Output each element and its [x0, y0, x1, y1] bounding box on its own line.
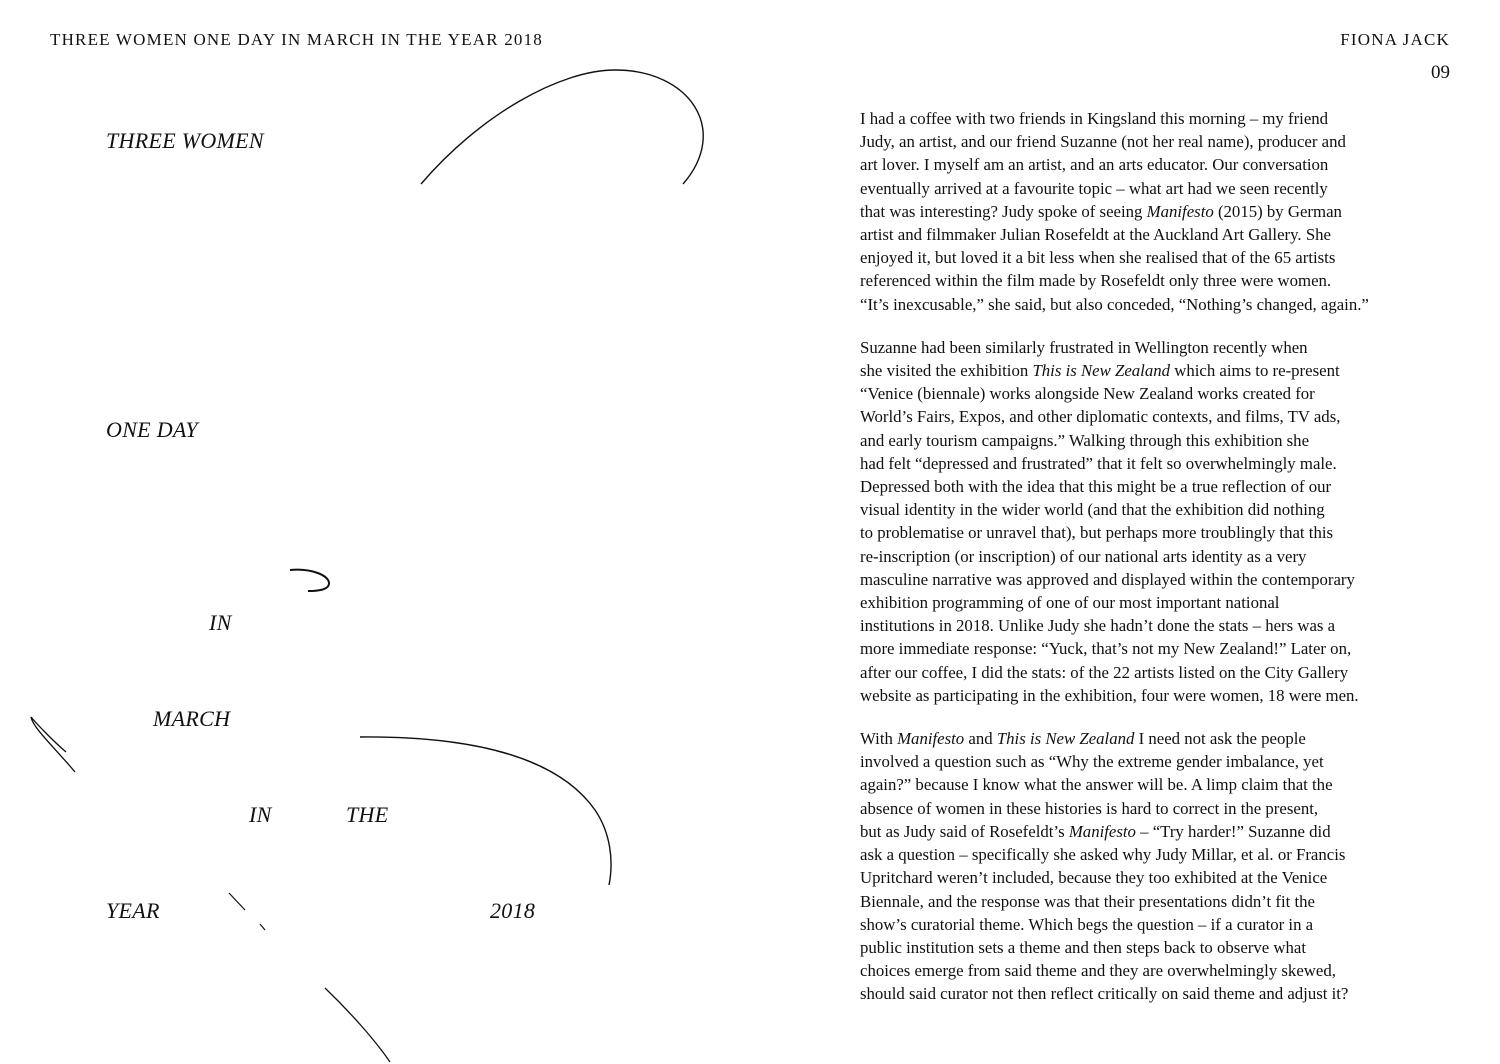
essay-line: artist and filmmaker Julian Rosefeldt at the Auckland Art Gallery. She: [860, 225, 1331, 245]
essay-line: re-inscription (or inscription) of our national arts identity as a very: [860, 546, 1307, 566]
poem-year-value: 2018: [490, 898, 536, 923]
essay-line: World’s Fairs, Expos, and other diplomatic contexts, and films, TV ads,: [860, 407, 1341, 427]
italic-title: Manifesto: [1146, 201, 1214, 221]
essay-line: Judy, an artist, and our friend Suzanne (not her real name), producer and: [860, 132, 1346, 152]
running-title: THREE WOMEN ONE DAY IN MARCH IN THE YEAR 2018: [50, 30, 543, 49]
essay-line: Biennale, and the response was that their presentations didn’t fit the: [860, 891, 1315, 911]
essay-line: that was interesting? Judy spoke of seeing Manifesto (2015) by German: [860, 201, 1342, 221]
essay-line: website as participating in the exhibition, four were women, 18 were men.: [860, 685, 1359, 705]
poem-march: MARCH: [153, 706, 231, 731]
stroke-left-leaf: [31, 717, 75, 772]
essay-line: again?” because I know what the answer will be. A limp claim that the: [860, 775, 1333, 795]
essay-body: [860, 107, 1400, 1026]
essay-line: exhibition programming of one of our most important national: [860, 593, 1280, 613]
essay-line: she visited the exhibition This is New Zealand which aims to re-present: [860, 361, 1340, 381]
poem-year: YEAR: [106, 898, 160, 923]
essay-line: involved a question such as “Why the extreme gender imbalance, yet: [860, 752, 1324, 772]
italic-title: This is New Zealand: [1032, 361, 1170, 381]
essay-line: institutions in 2018. Unlike Judy she hadn’t done the stats – hers was a: [860, 616, 1336, 636]
essay-line: ask a question – specifically she asked why Judy Millar, et al. or Francis: [860, 845, 1346, 865]
essay-line: “It’s inexcusable,” she said, but also conceded, “Nothing’s changed, again.”: [860, 294, 1369, 314]
italic-title: Manifesto: [897, 729, 965, 749]
poem-one-day: ONE DAY: [106, 417, 198, 442]
essay-paragraph: [860, 727, 1400, 1005]
essay-line: “Venice (biennale) works alongside New Zealand works created for: [860, 384, 1315, 404]
essay-line: show’s curatorial theme. Which begs the question – if a curator in a: [860, 914, 1314, 934]
essay-line: masculine narrative was approved and displayed within the contemporary: [860, 569, 1355, 589]
italic-title: This is New Zealand: [996, 729, 1135, 749]
essay-paragraph: [860, 336, 1400, 707]
stroke-tick: [229, 893, 245, 910]
stroke-arc-top: [421, 70, 703, 184]
essay-line: visual identity in the wider world (and that the exhibition did nothing: [860, 500, 1325, 520]
essay-line: more immediate response: “Yuck, that’s not my New Zealand!” Later on,: [860, 639, 1352, 659]
essay-line: had felt “depressed and frustrated” that it felt so overwhelmingly male.: [860, 453, 1337, 473]
stroke-dot: [260, 924, 265, 930]
essay-line: enjoyed it, but loved it a bit less when she realised that of the 65 artists: [860, 248, 1336, 268]
essay-line: choices emerge from said theme and they are overwhelmingly skewed,: [860, 961, 1336, 981]
essay-line: art lover. I myself am an artist, and an arts educator. Our conversation: [860, 155, 1329, 175]
poem-the: THE: [346, 802, 389, 827]
essay-line: referenced within the film made by Rosefeldt only three were women.: [860, 271, 1332, 291]
page-number: 09: [1431, 62, 1450, 83]
essay-line: With Manifesto and This is New Zealand I need not ask the people: [860, 729, 1306, 749]
stroke-arc-mid: [360, 737, 611, 885]
essay-line: and early tourism campaigns.” Walking through this exhibition she: [860, 430, 1310, 450]
poem-three-women: THREE WOMEN: [106, 128, 264, 153]
stroke-bottom: [325, 988, 390, 1062]
essay-paragraph: [860, 107, 1400, 316]
essay-line: Depressed both with the idea that this might be a true reflection of our: [860, 477, 1332, 497]
essay-line: eventually arrived at a favourite topic – what art had we seen recently: [860, 178, 1328, 198]
essay-line: to problematise or unravel that), but perhaps more troublingly that this: [860, 523, 1334, 543]
essay-line: but as Judy said of Rosefeldt’s Manifesto – “Try harder!” Suzanne did: [860, 821, 1331, 841]
essay-line: Upritchard weren’t included, because they too exhibited at the Venice: [860, 868, 1328, 888]
essay-line: absence of women in these histories is hard to correct in the present,: [860, 798, 1319, 818]
essay-line: should said curator not then reflect critically on said theme and adjust it?: [860, 984, 1349, 1004]
poem-in-1: IN: [209, 610, 232, 635]
poem-in-2: IN: [249, 802, 272, 827]
italic-title: Manifesto: [1068, 821, 1136, 841]
stroke-hook: [290, 570, 329, 591]
essay-line: Suzanne had been similarly frustrated in Wellington recently when: [860, 337, 1308, 357]
essay-line: I had a coffee with two friends in Kingsland this morning – my friend: [860, 109, 1329, 128]
essay-line: public institution sets a theme and then steps back to observe what: [860, 937, 1307, 957]
essay-line: after our coffee, I did the stats: of the 22 artists listed on the City Gallery: [860, 662, 1349, 682]
author-name: FIONA JACK: [1340, 30, 1450, 49]
